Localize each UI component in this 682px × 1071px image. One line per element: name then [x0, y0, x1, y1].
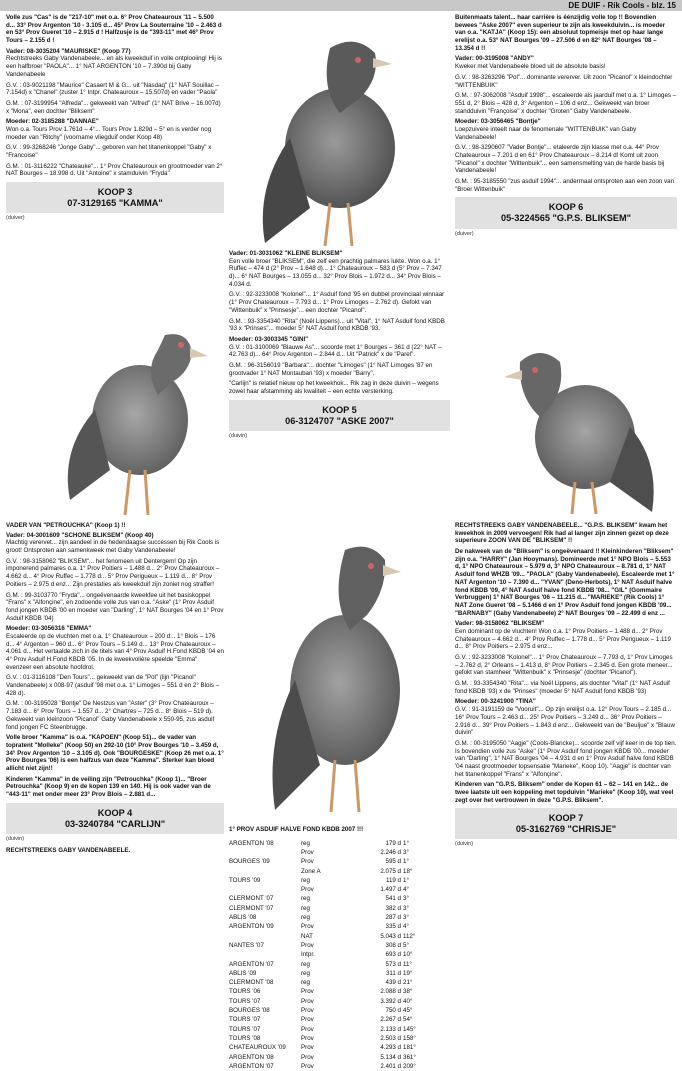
race-birds: 573 d: [385, 960, 401, 968]
gv8-text: G.V. : 98-3290607 "Vader Bontje"... etaleerde zijn klasse met o.a. 44° Prov Chateauroux – 7.201 d en 61° Prov Chateauroux – 8.214 d! Komt uit zoon "Picanol" x dochter "Wittenbuik"... een samensmelting van de harde basis bij Vandenabeele!: [455, 144, 665, 175]
vader-van-heading: VADER VAN "PETROUCHKA" (Koop 1) !!: [6, 522, 126, 529]
gm9-text: G.M. : 93-3354340 "Rita"... via Noël Lippens, als dochter "Vital" (1° NAT Asduif fond KBDB '93) x de "Prinses" (moeder 5° NAT Asduif fond KBDB '93): [455, 680, 670, 695]
pedigree-row: [229, 1053, 450, 1062]
race-level: Prov: [301, 1034, 314, 1042]
race-level: reg: [301, 979, 310, 987]
race-level: reg: [301, 904, 310, 912]
moeder-heading: Moeder: 02-3185288 "DANNAE": [6, 118, 99, 126]
pigeon-photo-koop5: [235, 520, 450, 820]
right-intro: Buitenmaats talent... haar carrière is éénzijdig volle top !! Bovendien bewees "Aske 2007" even superieur te zijn als kweekduivin... is moeder van o.a. "KATJA" (Koop 15): een absoluut topmeisje met op haar lange erelijst o.a. 53° NAT Bourges '09 – 27.506 d en 82° NAT Bourges '08 – 13.354 d !!: [455, 14, 666, 52]
koop4-title: KOOP 4: [97, 807, 133, 818]
race-birds: 2.503 d: [380, 1034, 401, 1042]
race-rank: 11°: [403, 960, 412, 968]
gv7-text: G.V. : 98-3263296 "Pol"... dominante vererver. Uit zoon "Picanol" x kleindochter "WITTENBUIK": [455, 73, 673, 89]
race-birds: 308 d: [385, 941, 401, 949]
race-name: TOURS '09: [229, 876, 261, 884]
race-name: ARGENTON '07: [229, 960, 274, 968]
race-name: [229, 867, 301, 876]
gv2-text: G.V. : 99-3268246 "Jonge Gaby"... geboren van het titanenkoppel "Gaby" x "Francoise": [6, 144, 212, 159]
race-rank: 4°: [403, 886, 409, 894]
race-name: TOURS '08: [229, 1034, 261, 1042]
race-name: BOURGES '08: [229, 1007, 270, 1015]
race-rank: 19°: [403, 969, 413, 977]
race-rank: 1°: [403, 839, 409, 847]
gm-text: G.M. : 07-3199954 "Alfreda"... gekweekt van "Alfred" (1° NAT Brive – 16.007d) x "Mona", een dochter "Bliksem": [6, 99, 221, 115]
race-name: CHATEAUROUX '09: [229, 1044, 286, 1052]
vader3-heading: Vader: 01-3031062 "KLEINE BLIKSEM": [229, 250, 343, 257]
pedigree-row: [229, 913, 450, 922]
pedigree-row: [229, 1062, 450, 1071]
race-level: Prov: [301, 1044, 314, 1052]
gv6-text: G.V. : 01-3100069 "Blauwe As"... scoorde met 1° Bourges – 361 d (22° NAT – 42.763 d)... 64° Prov Argenton – 2.844 d... Uit "Patrick" x de "Parel".: [229, 343, 442, 359]
gv10-text: G.V. : 91-3191159 de "Vooruit"... Op zijn erelijst o.a. 12° Prov Tours – 2.185 d... 16° Prov Tours – 2.463 d... 25° Prov Poitiers – 3.249 d... 36° Prov Poitiers – 2.916 d... 39° Prov Poitiers – 1.843 d enz... Gekweekt van de "Beuljue" x "Blauw duivin": [455, 706, 675, 737]
gm8-text: G.M. : 95-3185550 "zus asduif 1994"... andermaal ontsproten aan een zoon van "Broer Wittenbuik": [455, 178, 675, 193]
kinderen2-text: Kinderen van "G.P.S. Bliksem" onder de Kopen 61 – 62 – 141 en 142... de twee laatste uit een koppeling met topduivin "Marieke" (Koop 10), wat veel zegt over het vertrouwen in deze "G.P.S. Bliksem".: [455, 781, 674, 804]
race-rank: 18°: [403, 867, 413, 875]
race-birds: 1.497 d: [380, 886, 401, 894]
moeder5-heading: Moeder: 00-3241900 "TINA": [455, 698, 536, 706]
race-level: reg: [301, 960, 310, 968]
race-rank: 3°: [403, 904, 409, 912]
race-level: Prov: [301, 988, 314, 996]
vader5-text: Een dominant op de vluchten! Won o.a. 1° Prov Poitiers – 1.488 d... 2° Prov Chateauroux – 4.662 d... 4° Prov Ruffec – 1.778 d... 5° Prov Perigueux – 1.119 d... 8° Prov Poitiers – 2.975 d enz...: [455, 627, 671, 651]
koop4-box: [6, 803, 224, 834]
koop7-box: [455, 808, 677, 839]
race-birds: 2.088 d: [380, 988, 401, 996]
race-rank: 158°: [403, 1034, 416, 1042]
gm3-text: G.M. : 99-3103770 "Fryda"... ongeëvenaarde kweekfee uit het basiskoppel "Frans" x "Alfonçine", en zodoende volle zus van o.a. "Aske" (1° Prov Asduif fond jongen KBDB '00 en moeder van "Darling", 1° NAT Bourges '04 en 1° Prov Asduif KBDB '04): [6, 591, 224, 622]
race-name: BOURGES '09: [229, 858, 270, 866]
race-level: Prov: [301, 1016, 314, 1024]
race-birds: 2.075 d: [380, 867, 401, 875]
pedigree-row: [229, 876, 450, 885]
koop7-ring: 05-3162769 "CHRISJE": [515, 824, 617, 835]
race-level: Prov: [301, 1007, 314, 1015]
race-birds: 439 d: [385, 979, 401, 987]
moeder2-heading: Moeder: 03-3056316 "EMMA": [6, 625, 92, 633]
gm7-text: G.M. : 97-3062008 "Asduif 1998"... escaleerde als jaarduif met o.a. 1° Limoges – 551 d, 2° Blois – 428 d, 3° Argenton – 106 d enz... Gekweekt van broer standduivin "Françoise" x dochter "Groten" Gaby Vandenabeele.: [455, 92, 677, 115]
race-birds: 3.392 d: [380, 997, 401, 1005]
race-name: ABLIS '09: [229, 969, 257, 977]
race-level: Prov: [301, 923, 314, 931]
koop3-box: [6, 182, 224, 213]
race-name: ARGENTON '07: [229, 1062, 274, 1070]
pedigree-row: [229, 1025, 450, 1034]
race-level: Zone A: [301, 867, 321, 875]
middle-top-column: [229, 250, 450, 440]
race-level: NAT: [301, 932, 313, 940]
race-name: CLERMONT '08: [229, 979, 274, 987]
race-level: reg: [301, 969, 310, 977]
koop6-title: KOOP 6: [548, 202, 584, 213]
intro-text: Volle zus "Cas" is de "217-10" met o.a. 6° Prov Chateauroux '11 – 5.500 d... 33° Prov Argenton '10 - 3.105 d... 45° Prov La Souterraine '10 – 2.463 d en 53° Prov Gueret '10 – 2.915 d ! Halfzusje is de "393-11" met 46° Prov Tours – 2.155 d !: [6, 14, 222, 45]
race-rank: 1°: [403, 858, 409, 866]
race-level: reg: [301, 914, 310, 922]
gm2-text: G.M. : 01-3116222 "Chateauke"... 1° Prov Chateauroux en grootmoeder van 2° NAT Bourges – 18.998 d. Uit "Antoine" x stamduivin "Fryda": [6, 162, 223, 178]
race-rank: 361°: [403, 1053, 416, 1061]
race-name: [229, 885, 301, 894]
pedigree-row: [229, 922, 450, 931]
pedigree-row: [229, 969, 450, 978]
page-header: [0, 0, 682, 11]
race-rank: 3°: [403, 848, 409, 856]
race-birds: 382 d: [385, 904, 401, 912]
vader3-text: Een volle broer "BLIKSEM", die zelf een prachtig palmares lukte. Won o.a. 1° Ruffec – 474 d (2° Prov – 1.648 d)... 1° Chateauroux – 583 d (5° Prov – 7.347 d)... 6° NAT Bourges – 13.055 d... 32° Prov Blois – 1.972 d... 34° Prov Blois – 4.034 d.: [229, 257, 442, 288]
race-name: [229, 848, 301, 857]
koop4-sex: (duivin): [6, 835, 25, 842]
race-name: CLERMONT '07: [229, 895, 274, 903]
gm4-text: G.M. : 00-3195028 "Bontje" De Nestzus van "Aster" (3° Prov Chateauroux – 7.183 d... 6° Prov Tours – 1.557 d... 2° Chartres – 725 d... 8° Blois – 519 d). Gekweekt van kleinzoon "Picanol" Gaby Vandenabeele x 550-95, zus asduif fond jongen FC Steenbrugge.: [6, 700, 215, 731]
right-column: [455, 14, 677, 237]
race-rank: 4°: [403, 923, 409, 931]
race-rank: 10°: [403, 951, 413, 959]
koop6-sex: (duiver): [455, 230, 474, 237]
pedigree-row: [229, 857, 450, 866]
gv4-text: G.V. : 01-3116108 "Den Tours"... gekweekt van de "Pol" (lijn "Picanol" Vandenabeele) x 008-97 (asduif '98 met o.a. 1° Limoges – 551 d en 2° Blois – 428 d).: [6, 674, 220, 697]
pedigree-row: [229, 1043, 450, 1052]
left-footer: RECHTSTREEKS GABY VANDENABEELE.: [6, 846, 131, 854]
moeder3-heading: Moeder: 03-3003345 "GINI": [229, 335, 309, 343]
vader-text: Rechtstreeks Gaby Vandenabeele... en als kweekduif in volle ontplooiing! Hij is een halfbroer "PAOLA"... 1° NAT ARGENTON '10 – 7.390d bij Gaby Vandenabeele: [6, 55, 222, 78]
right-bottom-column: [455, 522, 677, 848]
vader4-text: Kweker met Vandenabeele bloed uit de absolute basis!: [455, 63, 606, 71]
race-level: reg: [301, 876, 310, 884]
koop5-box: [229, 400, 450, 431]
koop6-box: [455, 197, 677, 228]
race-name: ARGENTON '09: [229, 923, 274, 931]
race-name: CLERMONT '07: [229, 904, 274, 912]
vader2-text: Machtig verervet... zijn aandeel in de hedendaagse successen bij Rik Cools is groot! Ontsproten aan samenkweek met Gaby Vandenabeele!: [6, 539, 220, 555]
vader2-heading: Vader: 04-3001609 "SCHONE BLIKSEM" (Koop 40): [6, 531, 154, 539]
kinderen-text: Kinderen "Kamma" in de veiling zijn "Petrouchka" (Koop 1)... "Broer Petrouchka" (Koop 9) en de kopen 139 en 140. Hij is ook vader van de "443-11" met onder meer 23° Prov Blois – 2.881 d...: [6, 775, 211, 798]
pigeon-photo-koop6: [480, 322, 675, 517]
race-name: NANTES '07: [229, 941, 264, 949]
pedigree-row: [229, 1034, 450, 1043]
nakweek-text: De nakweek van de "Bliksem" is ongeëvenaard !! Kleinkinderen "Bliksem" zijn o.a. "HARRY" (Jan Hooymans). Domineerde met 1° NPO Blois – 5.553 d, 1° NPO Chateauroux – 5.979 d, 3° NPO Chateauroux – 8.781 d, 1° NAT Asduif fond WHZB '09... "PAOLA" (Gaby Vandenabeele). Escaleerde met 1° NAT Argenton '10 – 7.390 d... "YVAN" (Deno-Herbots), 1° NAT Asduif halve fond KBDB '09, 4° NAT Asduif halve fond KBDB '08... "GIL" (Gommaire Verbruggen) 1° NAT Bourges '06 – 11.215 d... "MARIEKE" (Rik Cools) 1° NAT Zone Gueret '08 – 5.1466 d en 1° Prov Asduif fond jongen KBDB '09... "BARNABY" (Gaby Vandenabeele) 2° NAT Bourges '09 – 22.499 d enz ...: [455, 548, 675, 617]
pigeon-photo: [230, 18, 450, 250]
koop6-ring: 05-3224565 "G.P.S. BLIKSEM": [500, 213, 632, 224]
race-name: TOURS '07: [229, 997, 261, 1005]
race-rank: 209°: [403, 1062, 416, 1070]
race-rank: 45°: [403, 1007, 413, 1015]
race-birds: 5.134 d: [380, 1053, 401, 1061]
race-level: Prov: [301, 941, 314, 949]
race-rank: 1°: [403, 876, 409, 884]
race-birds: 693 d: [385, 951, 401, 959]
race-name: ARGENTON '08: [229, 839, 274, 847]
race-rank: 5°: [403, 941, 409, 949]
pedigree-row: [229, 941, 450, 950]
pedigree-row: [229, 1006, 450, 1015]
koop5-sex: (duivin): [229, 432, 248, 439]
koop3-sex: (duiver): [6, 215, 25, 222]
pigeon-photo: [480, 322, 675, 517]
race-rank: 21°: [403, 979, 413, 987]
carlijn-note: "Carlijn" is relatief nieuw op het kweekhok... Rik zag in deze duivin – wegens zowel haar afstamming als kwaliteit – een echte versterking.: [229, 380, 439, 395]
race-level: reg: [301, 839, 310, 847]
koop3-title: KOOP 3: [97, 187, 133, 198]
race-level: Prov: [301, 1053, 314, 1061]
pedigree-title: 1° PROV ASDUIF HALVE FOND KBDB 2007 !!!: [229, 826, 364, 833]
race-level: Prov: [301, 886, 314, 894]
volle-broer-text: Volle broer "Kamma" is o.a. "KAPOEN" (Koop 51)... de vader van topratent "Molleke" (Koop 50) en 292-10 (10° Prov Bourges '10 – 3.459 d, 34° Prov Argenton '10 – 3.105 d). Ook "BOURGESKE" (Koop 26 met o.a. 1° Prov Bourges '06) is een halfzus van deze "Kamma". Sterker kan bloed allicht niet zijn!!: [6, 734, 224, 772]
gm5-text: G.M. : 93-3354340 "Rita" (Noël Lippens)... uit "Vital", 1° NAT Asduif fond KBDB '93 x "Prinses"... moeder 5° NAT Asduif fond KBDB '93.: [229, 317, 445, 333]
race-name: ABLIS '08: [229, 914, 257, 922]
race-rank: 3°: [403, 914, 409, 922]
moeder4-text: Loepzuivere inteelt naar de fenomenale "WITTENBUIK" van Gaby Vandenabeele!: [455, 125, 637, 141]
race-rank: 40°: [403, 997, 413, 1005]
pedigree-row: [229, 848, 450, 857]
header-title: DE DUIF - Rik Cools - blz. 15: [568, 1, 676, 10]
race-birds: 2.401 d: [380, 1062, 401, 1070]
gv-text: G.V. : 03-9021198 "Maurice" Casaert M & G... uit "Nasdaq" (1° NAT Souillac – 7.154d) x "Chanel" (zuster 1° Intpr. Chateauroux – 15.507d) en vader "Paola": [6, 81, 219, 97]
moeder-text: Won o.a. Tours Prov 1.761d – 4°... Tours Prov 1.829d – 5° en is verder nog moeder van "Ritchy" (voorname vliegduif onder Koop 48): [6, 125, 212, 141]
right-bottom-intro: RECHTSTREEKS GABY VANDENABEELE... "G.P.S. BLIKSEM" kwam het kweekhok in 2009 vervoegen! Rik had al langer zijn zinnen gezet op deze superieure ZOON VAN DE "BLIKSEM" !!: [455, 522, 669, 545]
pedigree-rows: [229, 839, 450, 1071]
race-rank: 181°: [403, 1044, 416, 1052]
race-birds: 287 d: [385, 914, 401, 922]
race-name: [229, 932, 301, 941]
race-name: [229, 950, 301, 959]
moeder2-text: Escaleerde op de vluchten met o.a. 1° Chateauroux – 200 d... 1° Blois – 176 d... 4° Argenton – 960 d... 6° Prov Tours – 5.149 d... 13° Prov Chateauroux – 4.061 d... Het vertaalde zich in de titels van 4° Prov Asduif H.Fond KBDB '04 en 4° Prov Asduif H.Fond KBDB '05. In de kweekvolière speelde "Emma" evenzeer een absolute hoofdrol.: [6, 632, 224, 671]
pedigree-row: [229, 904, 450, 913]
race-birds: 311 d: [385, 969, 401, 977]
moeder4-heading: Moeder: 03-3056465 "Bontje": [455, 118, 541, 126]
race-rank: 38°: [403, 988, 413, 996]
race-rank: 145°: [403, 1025, 416, 1033]
race-rank: 3°: [403, 895, 409, 903]
koop7-sex: (duivin): [455, 841, 474, 848]
pedigree-row: [229, 997, 450, 1006]
race-level: Prov: [301, 858, 314, 866]
left-bottom-column: [6, 522, 224, 857]
gm6-text: G.M. : 96-3156019 "Barbara"... dochter "Limoges" (1° NAT Limoges '87 en grootvader 1° NAT Montauban '93) x moeder "Barry".: [229, 361, 433, 377]
pedigree-row: [229, 978, 450, 987]
race-birds: 4.293 d: [380, 1044, 401, 1052]
pedigree-row: [229, 885, 450, 894]
race-level: Prov: [301, 848, 314, 856]
race-birds: 750 d: [385, 1007, 401, 1015]
race-name: TOURS '06: [229, 988, 261, 996]
pedigree-row: [229, 839, 450, 848]
race-name: TOURS '07: [229, 1025, 261, 1033]
race-level: Prov: [301, 997, 314, 1005]
race-level: Intpr.: [301, 951, 315, 959]
pedigree-row: [229, 867, 450, 876]
race-rank: 112°: [403, 932, 416, 940]
koop5-ring: 06-3124707 "ASKE 2007": [285, 415, 394, 426]
race-level: reg: [301, 895, 310, 903]
koop7-title: KOOP 7: [548, 813, 584, 824]
gv9-text: G.V. : 92-3233008 "Kolonel"... 1° Prov Chateauroux – 7.793 d, 1° Prov Limoges – 2.762 d, 2° Orleans – 1.413 d, 8° Prov Poitiers – 2.345 d. Een grote meneer... gefokt van stamheer "Wittenbuik" x "Prinsesje" (dochter "Picanol").: [455, 654, 673, 677]
pedigree-row: [229, 1015, 450, 1024]
race-level: Prov: [301, 1062, 314, 1070]
race-birds: 541 d: [385, 895, 401, 903]
race-birds: 119 d: [385, 876, 401, 884]
race-birds: 2.133 d: [380, 1025, 401, 1033]
race-birds: 2.246 d: [380, 848, 401, 856]
left-column: [6, 14, 224, 222]
pedigree-row: [229, 894, 450, 903]
pigeon-photo-koop4: [230, 18, 450, 250]
koop3-ring: 07-3129165 "KAMMA": [67, 198, 163, 209]
race-birds: 595 d: [385, 858, 401, 866]
race-birds: 179 d: [385, 839, 401, 847]
koop4-ring: 03-3240784 "CARLIJN": [64, 818, 166, 829]
race-level: Prov: [301, 1025, 314, 1033]
race-rank: 54°: [403, 1016, 413, 1024]
gm10-text: G.M. : 00-3195050 "Aagje" (Cools-Blancke)... scoorde zelf vijf keer in de top tien. Is bovendien volle zus "Aske" (1° Prov Asduif fond jongen KBDB '00... moeder van "Darling", 1° NAT Bourges '04 – 4.931 d en 1° Prov Asduif halve fond KBDB '04 naast grootmoeder topsensatie "Marieke", Koop 10). "Aagje" is dochter van het titanenkoppel "Frans" x "Alfonçine".: [455, 739, 677, 778]
pigeon-photo: [235, 520, 450, 820]
pedigree-row: [229, 932, 450, 941]
pedigree-table: [229, 826, 450, 1071]
vader4-heading: Vader: 00-3195008 "ANDY": [455, 55, 534, 63]
pedigree-row: [229, 950, 450, 959]
pigeon-photo-koop3: [40, 300, 230, 520]
pedigree-row: [229, 960, 450, 969]
race-birds: 335 d: [385, 923, 401, 931]
pigeon-photo: [40, 300, 230, 520]
koop5-title: KOOP 5: [322, 404, 357, 415]
race-birds: 5.043 d: [380, 932, 401, 940]
pedigree-row: [229, 987, 450, 996]
race-name: ARGENTON '08: [229, 1053, 274, 1061]
gv5-text: G.V. : 92-3233008 "Kolonel"... 1° Asduif fond '95 en dubbel provinciaal winnaar (1° Prov Chateauroux – 7.793 d... 1° Prov Limoges – 2.762 d). Gefokt van "Wittenbuik" x "Prinsesje"... een dochter "Picanol".: [229, 291, 445, 314]
vader5-heading: Vader: 98-3158062 "BLIKSEM": [455, 620, 545, 628]
race-birds: 2.267 d: [380, 1016, 401, 1024]
race-name: TOURS '07: [229, 1016, 261, 1024]
gv3-text: G.V. : 98-3158062 "BLIKSEM"... het fenomeen uit Dentergem! Op zijn imponerend palmares o.a. 1° Prov Poitiers – 1.488 d... 2° Prov Chateauroux – 4.662 d... 4° Prov Ruffec – 1.778 d... 5° Prov Perigueux – 1.119 d... 8° Prov Poitiers – 2.975 d enz... Zijn prestaties als kweekduif zijn zoniet nog straffer!: [6, 557, 220, 588]
vader-heading: Vader: 08-3035204 "MAURISKE" (Koop 77): [6, 47, 131, 55]
